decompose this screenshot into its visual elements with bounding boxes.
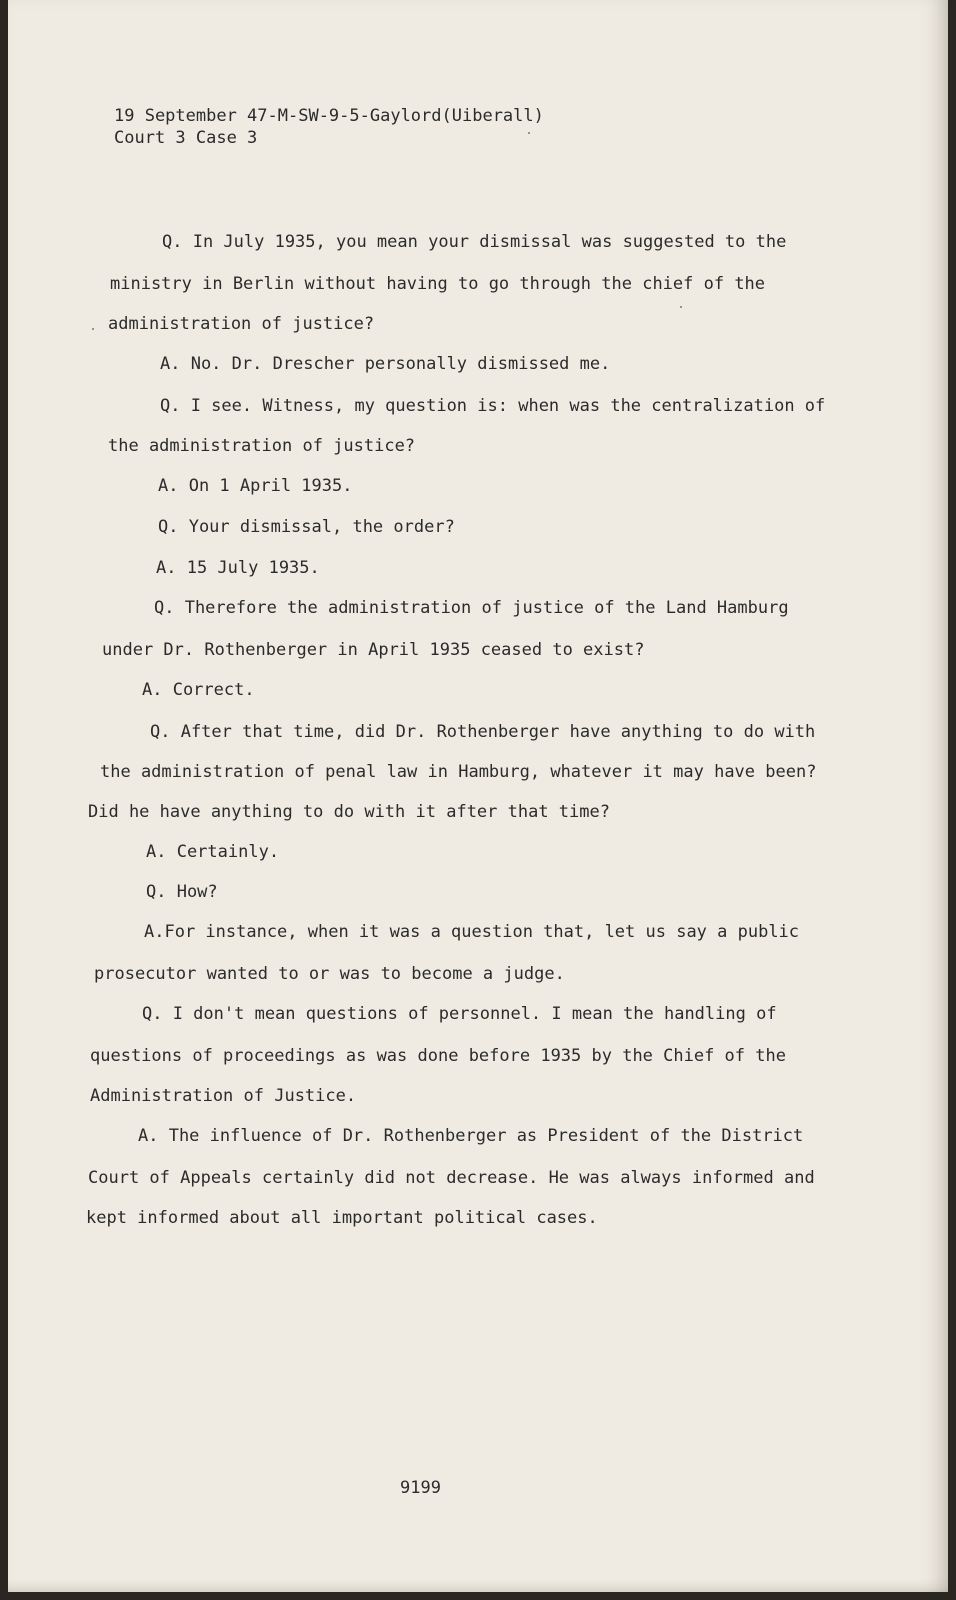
transcript-line: ministry in Berlin without having to go through the chief of the [110, 274, 766, 294]
paper-speck [528, 132, 530, 134]
transcript-line: questions of proceedings as was done before 1935 by the Chief of the [90, 1046, 786, 1066]
transcript-line: A. Certainly. [146, 842, 280, 862]
transcript-line: Q. I don't mean questions of personnel. I mean the handling of [142, 1004, 777, 1024]
transcript-line: Q. Your dismissal, the order? [158, 517, 455, 537]
transcript-line: A. 15 July 1935. [156, 558, 320, 578]
transcript-line: Court of Appeals certainly did not decrease. He was always informed and [88, 1168, 815, 1188]
transcript-line: the administration of justice? [108, 436, 416, 456]
transcript-line: the administration of penal law in Hamburg, whatever it may have been? [100, 762, 817, 782]
transcript-line: Q. In July 1935, you mean your dismissal was suggested to the [162, 232, 787, 252]
transcript-line: under Dr. Rothenberger in April 1935 ceased to exist? [102, 640, 645, 660]
transcript-line: prosecutor wanted to or was to become a judge. [94, 964, 565, 984]
paper-speck [680, 306, 682, 308]
transcript-line: Administration of Justice. [90, 1086, 357, 1106]
transcript-line: A. On 1 April 1935. [158, 476, 353, 496]
header-line-1: 19 September 47-M-SW-9-5-Gaylord(Uiberall) [114, 106, 544, 126]
transcript-body [8, 0, 948, 1592]
transcript-line: A.For instance, when it was a question that, let us say a public [144, 922, 800, 942]
transcript-line: Did he have anything to do with it after that time? [88, 802, 610, 822]
transcript-line: Q. Therefore the administration of justice of the Land Hamburg [154, 598, 789, 618]
transcript-line: A. Correct. [142, 680, 255, 700]
document-page [8, 0, 948, 1592]
transcript-line: Q. I see. Witness, my question is: when was the centralization of [160, 396, 826, 416]
paper-speck [92, 328, 94, 330]
header-line-2: Court 3 Case 3 [114, 128, 258, 148]
transcript-line: kept informed about all important political cases. [86, 1208, 598, 1228]
page-number: 9199 [400, 1478, 441, 1498]
transcript-line: administration of justice? [108, 314, 375, 334]
transcript-line: A. No. Dr. Drescher personally dismissed me. [160, 354, 611, 374]
transcript-line: Q. How? [146, 882, 218, 902]
transcript-line: Q. After that time, did Dr. Rothenberger have anything to do with [150, 722, 816, 742]
transcript-line: A. The influence of Dr. Rothenberger as President of the District [138, 1126, 804, 1146]
